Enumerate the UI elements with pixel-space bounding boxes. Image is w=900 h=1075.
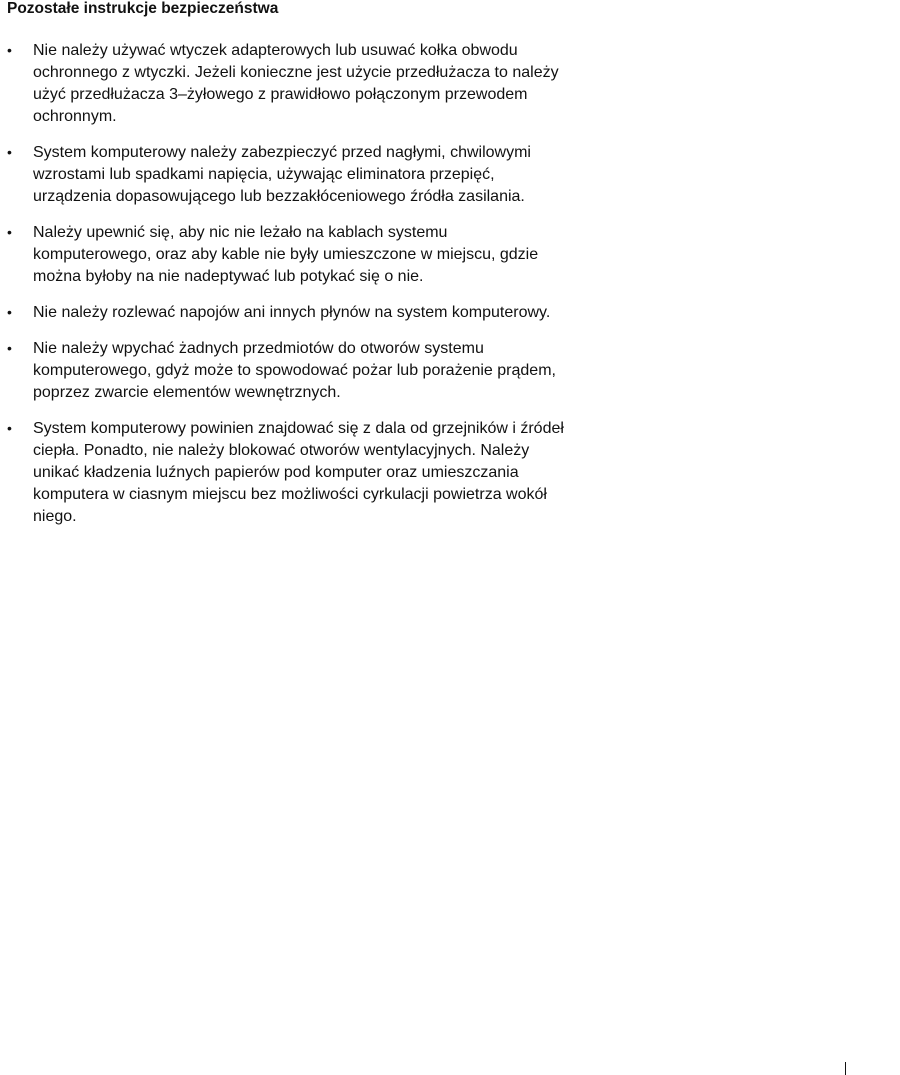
list-item-text: Należy upewnić się, aby nic nie leżało na kablach systemu komputerowego, oraz aby kable nie były umieszczone w miejscu, gdzie można byłoby na nie nadeptywać lub potykać się o nie. xyxy=(33,224,539,285)
list-item-text: System komputerowy powinien znajdować się z dala od grzejników i źródeł ciepła. Ponadto, nie należy blokować otworów wentylacyjnych. Należy unikać kładzenia luźnych papierów pod komputer oraz umieszczania komputera w ciasnym miejscu bez możliwości cyrkulacji powietrza wokół niego. xyxy=(33,420,564,525)
page-margin-rule xyxy=(845,1062,846,1075)
bullet-icon: • xyxy=(7,420,12,436)
bullet-icon: • xyxy=(7,340,12,356)
list-item-text: Nie należy używać wtyczek adapterowych lub usuwać kołka obwodu ochronnego z wtyczki. Jeżeli konieczne jest użycie przedłużacza to należy użyć przedłużacza 3–żyłowego z prawidłowo połączonym przewodem ochronnym. xyxy=(33,42,559,125)
list-item-text: Nie należy wpychać żadnych przedmiotów do otworów systemu komputerowego, gdyż może to spowodować pożar lub porażenie prądem, poprzez zwarcie elementów wewnętrznych. xyxy=(33,340,556,401)
list-item-text: System komputerowy należy zabezpieczyć przed nagłymi, chwilowymi wzrostami lub spadkami napięcia, używając eliminatora przepięć, urządzenia dopasowującego lub bezzakłóceniowego źródła zasilania. xyxy=(33,144,531,205)
bullet-icon: • xyxy=(7,304,12,320)
list-item xyxy=(7,40,567,128)
bullet-icon: • xyxy=(7,224,12,240)
list-item xyxy=(7,222,567,288)
bullet-icon: • xyxy=(7,144,12,160)
list-item xyxy=(7,418,567,528)
list-item xyxy=(7,338,567,404)
safety-instructions-list xyxy=(7,40,567,542)
bullet-icon: • xyxy=(7,42,12,58)
section-title: Pozostałe instrukcje bezpieczeństwa xyxy=(7,0,279,17)
list-item xyxy=(7,142,567,208)
list-item-text: Nie należy rozlewać napojów ani innych płynów na system komputerowy. xyxy=(33,304,551,321)
list-item xyxy=(7,302,567,324)
